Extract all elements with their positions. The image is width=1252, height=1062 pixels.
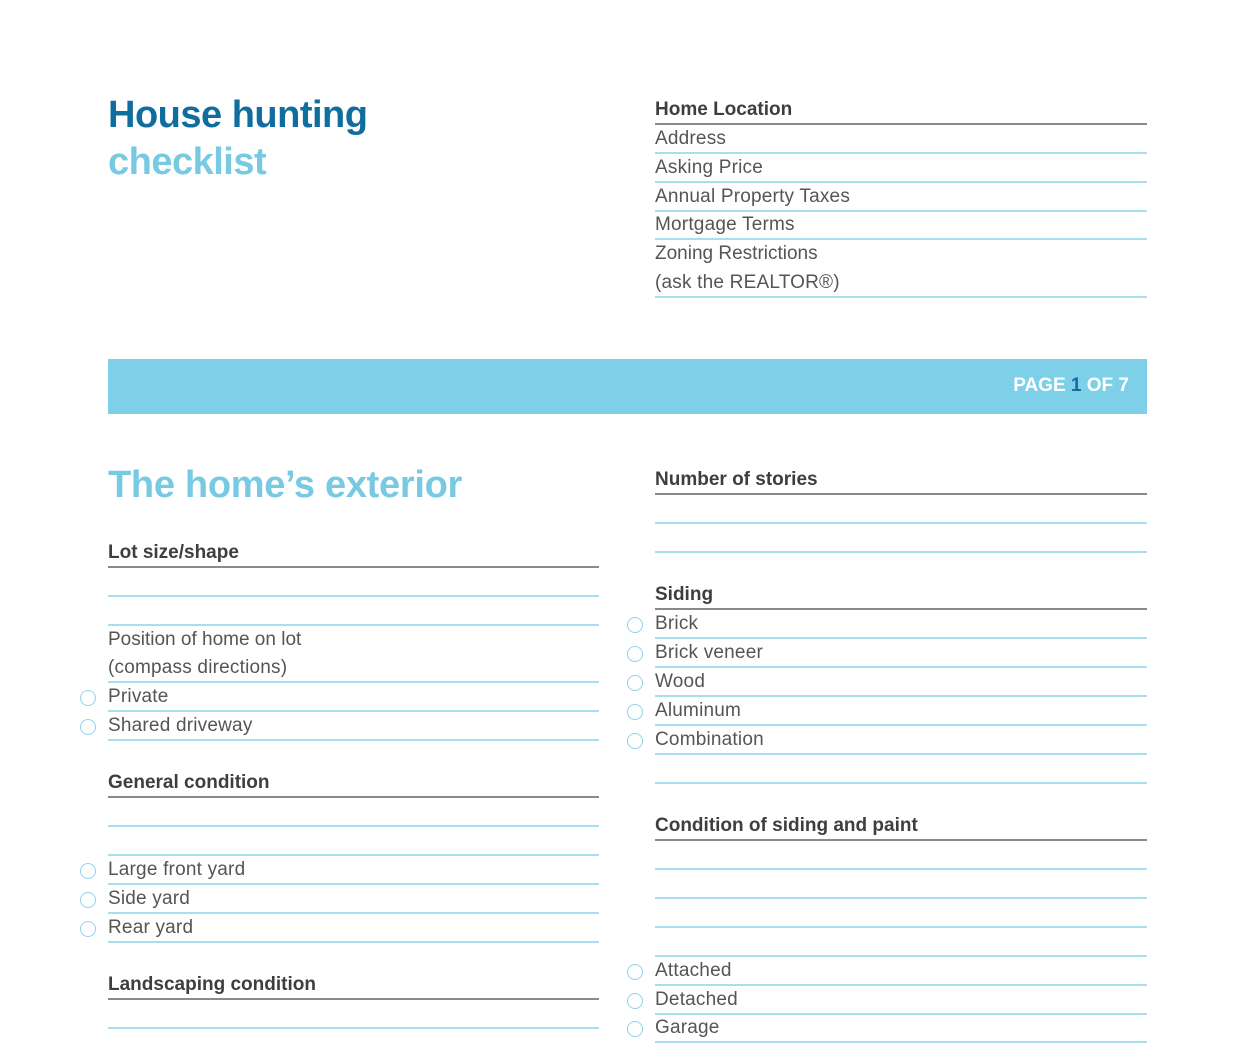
option-shared-driveway[interactable] (108, 710, 599, 741)
aluminum-radio[interactable] (627, 704, 643, 720)
general-condition-line-2[interactable] (108, 825, 599, 856)
title-line-1: House hunting (108, 94, 368, 136)
title-line-2: checklist (108, 141, 267, 183)
brick-veneer-radio[interactable] (627, 646, 643, 662)
mortgage-terms-field[interactable] (655, 209, 1147, 240)
brick-label: Brick (655, 613, 699, 634)
detached-radio[interactable] (627, 993, 643, 1009)
home-location-header-row (655, 94, 1147, 125)
option-wood[interactable] (655, 666, 1147, 697)
private-radio[interactable] (80, 690, 96, 706)
option-brick-veneer[interactable] (655, 637, 1147, 668)
landscaping-header: Landscaping condition (108, 974, 316, 995)
lot-size-header-row (108, 537, 599, 568)
mortgage-terms-label: Mortgage Terms (655, 214, 795, 235)
siding-condition-line-4[interactable] (655, 926, 1147, 957)
zoning-restrictions-label: Zoning Restrictions (655, 243, 818, 264)
rear-yard-radio[interactable] (80, 921, 96, 937)
address-label: Address (655, 128, 727, 149)
garage-radio[interactable] (627, 1021, 643, 1037)
option-attached[interactable] (655, 955, 1147, 986)
asking-price-label: Asking Price (655, 157, 763, 178)
shared-driveway-label: Shared driveway (108, 715, 253, 736)
wood-radio[interactable] (627, 675, 643, 691)
property-taxes-field[interactable] (655, 181, 1147, 212)
large-front-yard-radio[interactable] (80, 863, 96, 879)
lot-size-line-1[interactable] (108, 566, 599, 597)
garage-label: Garage (655, 1017, 720, 1038)
zoning-restrictions-line (655, 238, 1147, 267)
brick-veneer-label: Brick veneer (655, 642, 763, 663)
position-note: (compass directions) (108, 657, 288, 678)
landscaping-line-1[interactable] (108, 998, 599, 1029)
wood-label: Wood (655, 671, 706, 692)
siding-condition-header-row (655, 810, 1147, 841)
lot-size-header: Lot size/shape (108, 542, 239, 563)
stories-header: Number of stories (655, 469, 818, 490)
option-aluminum[interactable] (655, 695, 1147, 726)
siding-condition-header: Condition of siding and paint (655, 815, 918, 836)
attached-label: Attached (655, 960, 732, 981)
large-front-yard-label: Large front yard (108, 859, 246, 880)
siding-line-extra[interactable] (655, 753, 1147, 784)
general-condition-header-row (108, 767, 599, 798)
page-suffix: OF 7 (1086, 375, 1129, 396)
siding-condition-line-2[interactable] (655, 868, 1147, 899)
option-side-yard[interactable] (108, 883, 599, 914)
zoning-restrictions-note: (ask the REALTOR®) (655, 272, 840, 293)
page-current-number: 1 (1070, 375, 1082, 396)
section-title: The home’s exterior (108, 464, 463, 506)
brick-radio[interactable] (627, 617, 643, 633)
siding-condition-line-1[interactable] (655, 839, 1147, 870)
shared-driveway-radio[interactable] (80, 719, 96, 735)
property-taxes-label: Annual Property Taxes (655, 186, 851, 207)
siding-header: Siding (655, 584, 714, 605)
detached-label: Detached (655, 989, 738, 1010)
siding-condition-line-3[interactable] (655, 897, 1147, 928)
stories-line-2[interactable] (655, 522, 1147, 553)
side-yard-radio[interactable] (80, 892, 96, 908)
asking-price-field[interactable] (655, 152, 1147, 183)
zoning-restrictions-field[interactable] (655, 267, 1147, 298)
combination-radio[interactable] (627, 733, 643, 749)
option-combination[interactable] (655, 724, 1147, 755)
position-line (108, 624, 599, 653)
lot-size-line-2[interactable] (108, 595, 599, 626)
page-banner (108, 359, 1147, 414)
page-indicator (1013, 375, 1129, 397)
option-garage[interactable] (655, 1012, 1147, 1043)
private-label: Private (108, 686, 169, 707)
home-location-header: Home Location (655, 99, 793, 120)
option-rear-yard[interactable] (108, 912, 599, 943)
aluminum-label: Aluminum (655, 700, 742, 721)
general-condition-header: General condition (108, 772, 270, 793)
option-private[interactable] (108, 681, 599, 712)
attached-radio[interactable] (627, 964, 643, 980)
page-prefix: PAGE (1013, 375, 1066, 396)
stories-line-1[interactable] (655, 493, 1147, 524)
combination-label: Combination (655, 729, 764, 750)
position-label: Position of home on lot (108, 629, 302, 650)
stories-header-row (655, 464, 1147, 495)
general-condition-line-1[interactable] (108, 796, 599, 827)
position-field[interactable] (108, 652, 599, 683)
landscaping-header-row (108, 969, 599, 1000)
option-brick[interactable] (655, 608, 1147, 639)
option-detached[interactable] (655, 984, 1147, 1015)
option-large-front-yard[interactable] (108, 854, 599, 885)
side-yard-label: Side yard (108, 888, 191, 909)
siding-header-row (655, 579, 1147, 610)
rear-yard-label: Rear yard (108, 917, 194, 938)
address-field[interactable] (655, 123, 1147, 154)
